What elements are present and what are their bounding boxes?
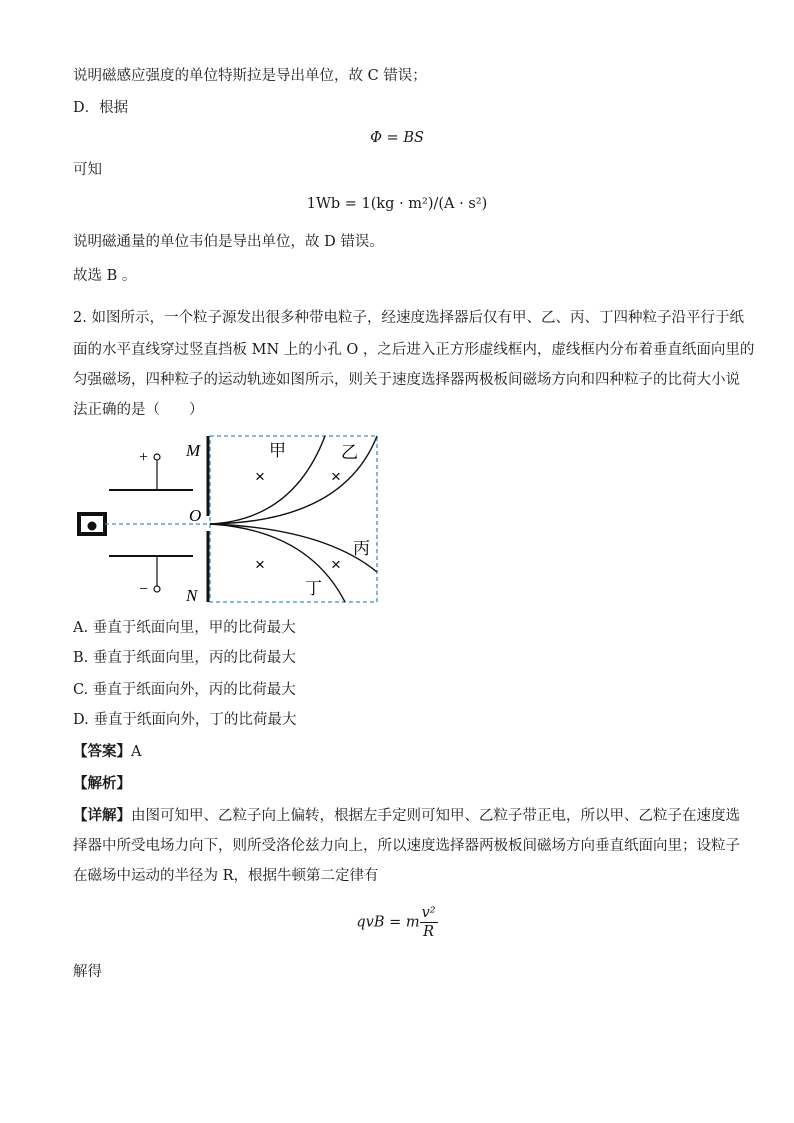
field-cross-4: ×: [331, 555, 341, 574]
detail-tag: 【详解】: [73, 807, 131, 824]
label-ding: 丁: [305, 579, 322, 599]
analysis-line: [73, 774, 131, 794]
label-jia: 甲: [269, 441, 286, 461]
particle-source: [79, 514, 105, 534]
positive-terminal: [154, 454, 160, 460]
answer-line: [73, 742, 141, 762]
option-a: A. 垂直于纸面向里，甲的比荷最大: [73, 620, 296, 636]
equation-lorentz-left: qvB = m: [356, 914, 420, 931]
equation-lorentz: [0, 904, 794, 941]
detail-text-1: 由图可知甲、乙粒子向上偏转，根据左手定则可知甲、乙粒子带正电，所以甲、乙粒子在速度选: [131, 808, 740, 824]
trajectory-bing: [210, 524, 377, 572]
analysis-tag: 【解析】: [73, 775, 131, 792]
field-cross-1: ×: [255, 467, 265, 486]
trajectory-ding: [210, 524, 345, 602]
plus-sign: +: [139, 449, 149, 466]
fraction-numerator: v²: [421, 905, 436, 921]
question-2-line-2: 面的水平直线穿过竖直挡板 MN 上的小孔 O ，之后进入正方形虚线框内，虚线框内分布着垂直纸面向里的: [73, 342, 755, 358]
label-M: M: [186, 441, 201, 460]
question-2-line-3: 匀强磁场，四种粒子的运动轨迹如图所示，则关于速度选择器两极板间磁场方向和四种粒子的比荷大小说: [73, 372, 740, 388]
text-line-2: D．根据: [73, 100, 129, 116]
fraction-denominator: R: [423, 924, 435, 940]
text-line-5: 故选 B 。: [73, 268, 137, 284]
detail-line-1: [73, 806, 740, 826]
question-2-line-1: 2. 如图所示，一个粒子源发出很多种带电粒子，经速度选择器后仅有甲、乙、丙、丁四种粒子沿平行于纸: [73, 310, 744, 326]
option-b: B. 垂直于纸面向里，丙的比荷最大: [73, 650, 296, 666]
option-c: C. 垂直于纸面向外，丙的比荷最大: [73, 682, 296, 698]
equation-lorentz-fraction: [420, 904, 438, 941]
label-bing: 丙: [353, 539, 370, 559]
detail-line-3: 在磁场中运动的半径为 R，根据牛顿第二定律有: [73, 868, 379, 884]
question-2-line-4: 法正确的是（ ）: [73, 402, 204, 418]
label-N: N: [186, 586, 198, 605]
velocity-selector-diagram: [73, 428, 393, 608]
answer-tag: 【答案】: [73, 743, 131, 760]
equation-flux: Φ = BS: [370, 130, 424, 146]
detail-line-2: 择器中所受电场力向下，则所受洛伦兹力向上，所以速度选择器两极板间磁场方向垂直纸面向里；设粒子: [73, 838, 740, 854]
negative-terminal: [154, 586, 160, 592]
label-yi: 乙: [341, 443, 358, 463]
solve-line: 解得: [73, 964, 102, 980]
option-d: D. 垂直于纸面向外，丁的比荷最大: [73, 712, 297, 728]
equation-weber: 1Wb = 1(kg · m²)/(A · s²): [306, 196, 488, 212]
minus-sign: −: [139, 581, 149, 598]
trajectory-jia: [210, 436, 325, 524]
label-O: O: [189, 506, 202, 525]
text-line-3: 可知: [73, 162, 102, 178]
field-cross-2: ×: [331, 467, 341, 486]
field-cross-3: ×: [255, 555, 265, 574]
text-line-4: 说明磁通量的单位韦伯是导出单位，故 D 错误。: [73, 234, 384, 250]
text-line-1: 说明磁感应强度的单位特斯拉是导出单位，故 C 错误；: [73, 68, 427, 84]
answer-value: A: [131, 744, 142, 760]
